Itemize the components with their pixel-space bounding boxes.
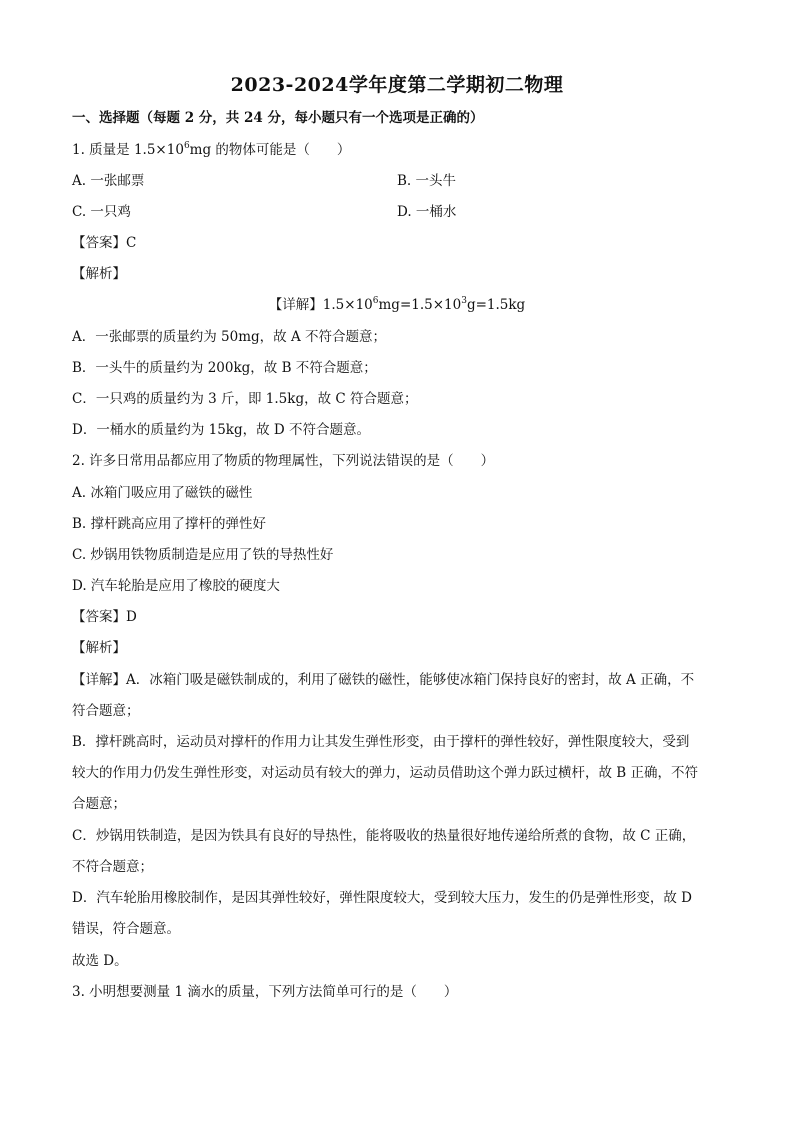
q1-analysis-label: 【解析】: [72, 266, 126, 282]
q2-answer-label: 【答案】: [72, 609, 126, 625]
q2-detail-line-4: 较大的作用力仍发生弹性形变，对运动员有较大的弹力，运动员借助这个弹力跃过横杆，故 B 正确，不符: [72, 765, 699, 781]
q2-stem: 2. 许多日常用品都应用了物质的物理属性，下列说法错误的是（ ）: [72, 453, 495, 469]
q1-stem: [72, 140, 350, 160]
q2-option-b: B. 撑杆跳高应用了撑杆的弹性好: [72, 516, 267, 532]
q2-detail-line-8: D．汽车轮胎用橡胶制作，是因其弹性较好，弹性限度较大，受到较大压力，发生的仍是弹性形变，故 D: [72, 890, 692, 906]
q2-detail-line-2: 符合题意；: [72, 703, 140, 719]
q2-detail-line-3: B．撑杆跳高时，运动员对撑杆的作用力让其发生弹性形变，由于撑杆的弹性较好，弹性限度较大，受到: [72, 734, 690, 750]
q2-detail-line-1: [72, 670, 694, 690]
q2-option-c: C. 炒锅用铁物质制造是应用了铁的导热性好: [72, 547, 334, 563]
q2-detail-l1: A．冰箱门吸是磁铁制成的，利用了磁铁的磁性，能够使冰箱门保持良好的密封，故 A 正确，不: [126, 672, 695, 688]
q1-detail-exp1: 6: [372, 296, 379, 306]
q1-detail: [0, 295, 794, 315]
q2-option-a: A. 冰箱门吸应用了磁铁的磁性: [72, 485, 253, 501]
q1-detail-exp2: 3: [461, 296, 467, 306]
q1-option-a: A. 一张邮票: [72, 173, 145, 189]
q1-detail-a: 1.5×10: [322, 297, 373, 313]
q2-answer-value: D: [126, 609, 137, 625]
page-title: 2023-2024学年度第二学期初二物理: [230, 74, 564, 96]
q1-stem-b: mg 的物体可能是（ ）: [189, 142, 351, 158]
q2-detail-line-6: C．炒锅用铁制造，是因为铁具有良好的导热性，能将吸收的热量很好地传递给所煮的食物，故 C 正确，: [72, 828, 696, 844]
q2-detail-line-5: 合题意；: [72, 796, 126, 812]
q2-conclusion: 故选 D。: [72, 953, 128, 969]
q2-detail-label: 【详解】: [72, 672, 126, 688]
q1-analysis-b: B．一头牛的质量约为 200kg，故 B 不符合题意；: [72, 360, 377, 376]
q1-option-b: B. 一头牛: [397, 173, 457, 189]
q1-analysis-c: C．一只鸡的质量约为 3 斤，即 1.5kg，故 C 符合题意；: [72, 391, 418, 407]
q1-answer: [72, 233, 136, 253]
q1-detail-c: g=1.5kg: [466, 297, 526, 313]
section-heading: 一、选择题（每题 2 分，共 24 分，每小题只有一个选项是正确的）: [72, 110, 484, 126]
q1-option-c: C. 一只鸡: [72, 204, 131, 220]
q2-option-d: D. 汽车轮胎是应用了橡胶的硬度大: [72, 578, 280, 594]
q2-detail-line-9: 错误，符合题意。: [72, 921, 180, 937]
q2-analysis-label: 【解析】: [72, 640, 126, 656]
q1-stem-exp: 6: [183, 141, 190, 151]
q1-analysis-d: D．一桶水的质量约为 15kg，故 D 不符合题意。: [72, 422, 371, 438]
q1-detail-label: 【详解】: [268, 297, 323, 313]
q2-answer: [72, 607, 137, 627]
q3-stem: 3. 小明想要测量 1 滴水的质量，下列方法简单可行的是（ ）: [72, 984, 458, 1000]
q1-option-d: D. 一桶水: [397, 204, 457, 220]
q2-detail-line-7: 不符合题意；: [72, 859, 153, 875]
q1-stem-a: 1. 质量是 1.5×10: [72, 142, 184, 158]
q1-analysis-a: A．一张邮票的质量约为 50mg，故 A 不符合题意；: [72, 329, 386, 345]
q1-answer-label: 【答案】: [72, 235, 126, 251]
q1-detail-b: mg=1.5×10: [378, 297, 462, 313]
q1-answer-value: C: [126, 235, 137, 251]
